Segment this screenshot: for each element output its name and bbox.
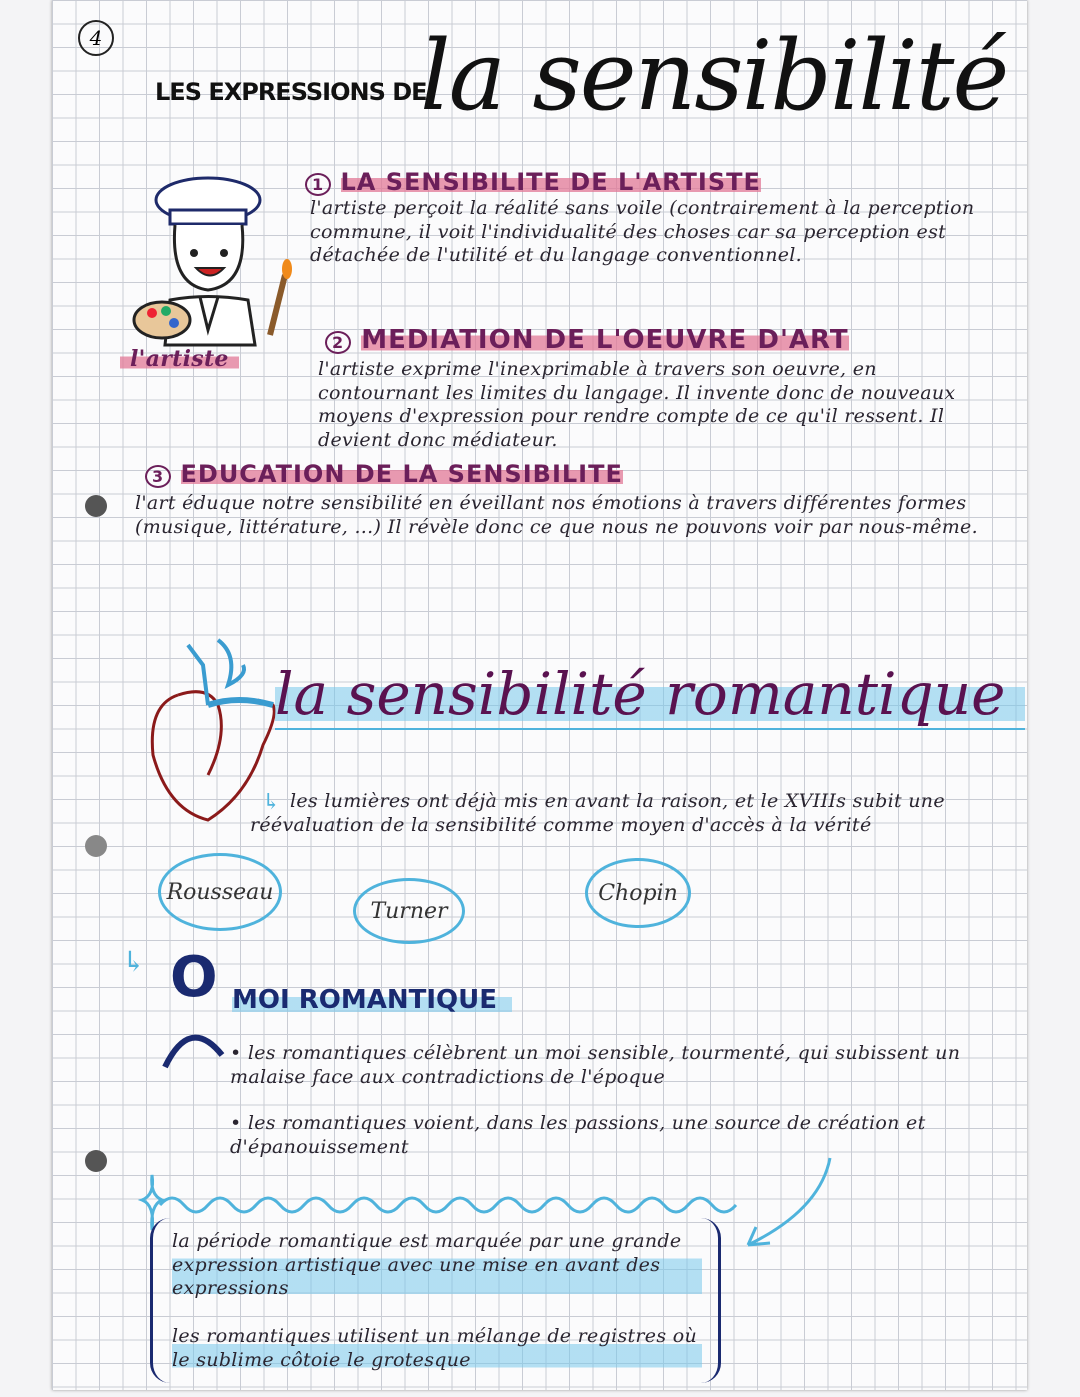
section-number: 2 — [325, 331, 351, 354]
section-3-heading — [145, 460, 623, 488]
section-number: 1 — [305, 173, 331, 196]
section-2-heading — [325, 325, 849, 355]
binder-hole — [85, 1150, 107, 1172]
section-1-text: l'artiste perçoit la réalité sans voile (contrairement à la perception commune, il voit l'individualité des choses car sa perception est détachée de l'utilité et du langage conventionnel. — [310, 197, 975, 266]
name-oval — [585, 858, 691, 928]
section-1-heading — [305, 168, 761, 196]
bullet-text: les romantiques célèbrent un moi sensible, tourmenté, qui subissent un malaise face aux contradictions de l'époque — [230, 1042, 961, 1088]
bullet-text: les romantiques voient, dans les passions, une source de création et d'épanouissement — [230, 1112, 926, 1158]
name-oval — [353, 878, 465, 944]
romantic-title: la sensibilité romantique — [275, 660, 1025, 730]
section-title: LA SENSIBILITE DE L'ARTISTE — [340, 168, 761, 196]
section-title: EDUCATION DE LA SENSIBILITE — [180, 460, 623, 488]
moi-romantique-heading: MOI ROMANTIQUE — [232, 985, 512, 1015]
name-chopin: Chopin — [598, 880, 678, 906]
section-2-text: l'artiste exprime l'inexprimable à travers son oeuvre, en contournant les limites du langage. Il invente donc de nouveaux moyens d'expression pour rendre compte de ce qu'il ressent. Il devient donc médiateur. — [318, 358, 956, 451]
name-oval — [158, 853, 282, 931]
arrow-icon: ↳ — [122, 945, 146, 978]
drop-letter: O — [170, 945, 218, 1010]
summary-text: les romantiques utilisent un mélange de registres où le sublime côtoie le grotesque — [172, 1325, 702, 1372]
title-prefix: LES EXPRESSIONS DE — [155, 78, 427, 106]
bullet-item: • les romantiques célèbrent un moi sensible, tourmenté, qui subissent un malaise face aux contradictions de l'époque — [230, 1042, 961, 1088]
section-3-text: l'art éduque notre sensibilité en éveillant nos émotions à travers différentes formes (musique, littérature, ...) Il révèle donc ce que nous ne pouvons voir par nous-même. — [135, 492, 978, 538]
section-title: MEDIATION DE L'OEUVRE D'ART — [361, 325, 849, 355]
name-rousseau: Rousseau — [166, 879, 274, 905]
page-number: 4 — [78, 20, 114, 56]
arrow-icon: ↳ — [262, 790, 281, 815]
bullet-item: • les romantiques voient, dans les passions, une source de création et d'épanouissement — [230, 1112, 926, 1158]
name-turner: Turner — [370, 898, 448, 924]
arch-decoration-icon — [160, 1025, 230, 1070]
binder-hole — [85, 835, 107, 857]
binder-hole — [85, 495, 107, 517]
summary-text: la période romantique est marquée par une grande expression artistique avec une mise en avant des expressions — [172, 1230, 702, 1301]
artist-caption: l'artiste — [120, 348, 239, 372]
page-title: la sensibilité — [420, 20, 1008, 132]
section-number: 3 — [145, 465, 171, 488]
artist-illustration-icon — [130, 165, 305, 355]
romantic-intro: les lumières ont déjà mis en avant la raison, et le XVIIIs subit une réévaluation de la sensibilité comme moyen d'accès à la vérité — [250, 790, 945, 836]
